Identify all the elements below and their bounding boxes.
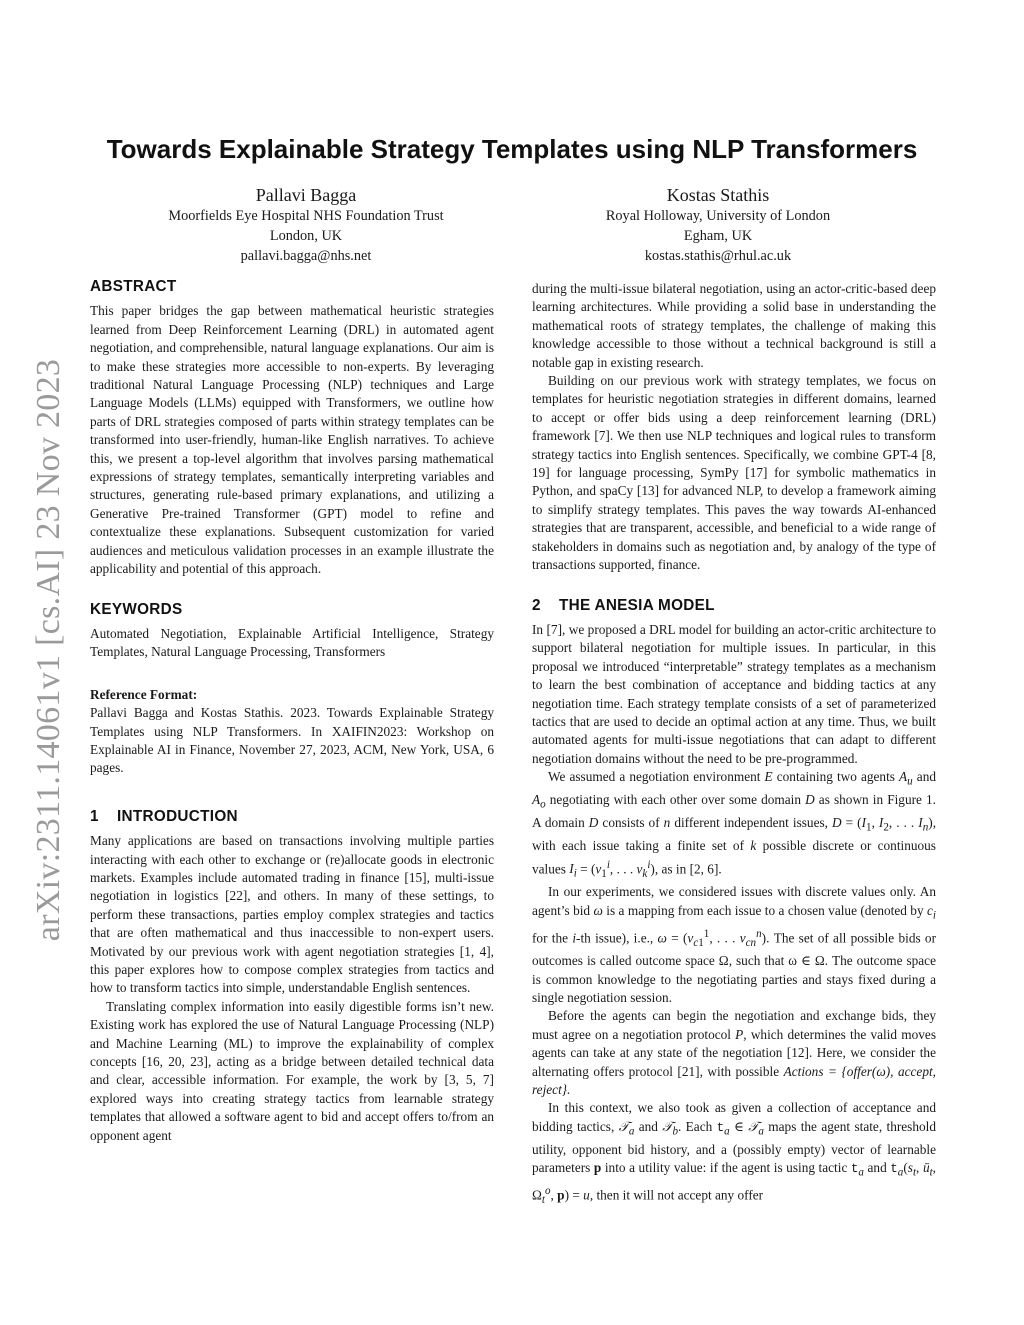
intro-paragraph: Translating complex information into easily digestible forms isn’t new. Existing work has explored the use of Natural Language Processing (NLP) and Machine Learning (ML) to improve the explainability of complex concepts [16, 20, 23], acting as a bridge between detailed technical data and clear, accessible information. For example, the work by [3, 5, 7] explored ways into creating strategy tactics from learnable strategy templates that allowed a software agent to bid and accept offers to/from an opponent agent: [90, 998, 494, 1143]
author-email[interactable]: kostas.stathis@rhul.ac.uk: [644, 248, 792, 264]
author-name: Kostas Stathis: [666, 185, 770, 205]
keywords-heading: KEYWORDS: [90, 600, 183, 618]
anesia-paragraph: Before the agents can begin the negotiation and exchange bids, they must agree on a negotiation protocol P, which determines the valid moves agents can take at any state of the negotiation [12]. Here, we consider the alternating offers protocol [21], with possible Actions = {offer(ω), accept, reject}.: [532, 1008, 936, 1098]
anesia-paragraph: We assumed a negotiation environment E containing two agents $A_u$ and $A_o$ negotiating with each other over some domain D as shown in Figure 1. A domain D consists of n different independent issues, $D = (I_1$, $I_2$, . . . $I_n$), with each issue taking a finite set of k possible discrete or continuous values $I_i = (v_1^i$, . . . $v_k^i$), as in [2, 6].: [532, 769, 937, 880]
author-location: Egham, UK: [683, 228, 753, 244]
arxiv-stamp: arXiv:2311.14061v1 [cs.AI] 23 Nov 2023: [30, 358, 67, 942]
author-block: [96, 184, 516, 266]
author-email[interactable]: pallavi.bagga@nhs.net: [240, 248, 372, 264]
abstract-heading: ABSTRACT: [90, 278, 177, 295]
reference-format-text: Pallavi Bagga and Kostas Stathis. 2023. Towards Explainable Strategy Templates using NLP Transformers. In XAIFIN2023: Workshop on Explainable AI in Finance, November 27, 2023, ACM, New York, USA, 6 pages.: [90, 705, 494, 776]
author-affiliation: Moorfields Eye Hospital NHS Foundation Trust: [168, 208, 444, 224]
keywords-text: Automated Negotiation, Explainable Artificial Intelligence, Strategy Templates, Natural Language Processing, Transformers: [90, 625, 494, 660]
anesia-paragraph: In this context, we also took as given a collection of acceptance and bidding tactics, 𝒯$_a$ and 𝒯$_b$. Each $t_a$ ∈ 𝒯$_a$ maps the agent state, threshold utility, opponent bid history, and a (possibly empty) vector of learnable parameters p into a utility value: if the agent is using tactic $t_a$ and $t_a(s_t$, $ū_t$, $\Omega_t^o$, p) = u, then it will not accept any offer: [532, 1100, 936, 1207]
section-heading-introduction: 1 INTRODUCTION: [90, 807, 238, 825]
reference-format-heading: Reference Format:: [90, 686, 198, 702]
anesia-paragraph: In our experiments, we considered issues with discrete values only. An agent’s bid ω is a mapping from each issue to a chosen value (denoted by $c_i$ for the i-th issue), i.e., $\omega = (v_{c1}^1$, . . . $v_{cn}^n$). The set of all possible bids or outcomes is called outcome space Ω, such that ω ∈ Ω. The outcome space is common knowledge to the negotiating parties and stays fixed during a single negotiation session.: [532, 884, 936, 1005]
author-name: Pallavi Bagga: [255, 185, 357, 205]
author-location: London, UK: [269, 228, 343, 244]
author-affiliation: Royal Holloway, University of London: [605, 208, 831, 224]
anesia-paragraph: In [7], we proposed a DRL model for building an actor-critic architecture to support bilateral negotiation for multiple issues. In particular, in this proposal we introduced “interpretable” strategy templates as a mechanism to learn the best combination of acceptance and bidding tactics at any negotiation time. Each strategy template consists of a set of parameterized tactics that are used to decide an optimal action at any time. Thus, we built automated agents for multi-issue negotiations that can adapt to different negotiation domains without the need to be pre-programmed.: [532, 621, 936, 766]
intro-paragraph: Many applications are based on transactions involving multiple parties interacting with each other to exchange or (re)allocate goods in electronic markets. Examples include automated trading in finance [15], multi-issue negotiation in logistics [22], and others. In many of these settings, to perform these transactions, parties employ complex strategies and tactics that are often mathematical and thus inaccessible to non-expert users. Motivated by our previous work with agent negotiation strategies [1, 4], this paper explores how to compose complex strategies from tactics and how to transform tactics into simple, understandable English sentences.: [90, 833, 494, 996]
intro-paragraph: Building on our previous work with strategy templates, we focus on templates for heuristic negotiation strategies in different domains, learned to accept or offer bids using a deep reinforcement learning (DRL) framework [7]. We then use NLP techniques and logical rules to transform strategy tactics into English sentences. Specifically, we combine GPT-4 [8, 19] for language processing, SymPy [17] for symbolic mathematics in Python, and spaCy [13] for advanced NLP, to develop a framework aiming to simplify strategy templates. This paves the way towards AI-enhanced strategies that are transparent, accessible, and beneficial to a wide range of stakeholders in domains such as negotiation and, by analogy of the type of transactions supported, finance.: [532, 373, 936, 573]
intro-paragraph-continued: during the multi-issue bilateral negotiation, using an actor-critic-based deep learning architectures. While providing a solid base in understanding the mathematical roots of strategy templates, the challenge of making this knowledge accessible to those without a technical background is still a notable gap in existing research.: [532, 281, 936, 370]
left-column: [90, 278, 494, 1145]
abstract-text: This paper bridges the gap between mathematical heuristic strategies learned from Deep Reinforcement Learning (DRL) in automated agent negotiation, and comprehensible, natural language explanations. Our aim is to make these strategies more accessible to non-experts. By leveraging traditional Natural Language Processing (NLP) techniques and Large Language Models (LLMs) equipped with Transformers, we outline how parts of DRL strategies composed of parts within strategy templates can be transformed into user-friendly, human-like English narratives. To achieve this, we present a top-level algorithm that involves parsing mathematical expressions of strategy templates, semantically interpreting variables and structures, generating rule-based primary explanations, and utilizing a Generative Pre-trained Transformer (GPT) model to refine and contextualize these explanations. Subsequent customization for varied audiences and meticulous validation processes in an example illustrate the applicability and potential of this approach.: [90, 303, 494, 577]
section-heading-anesia: 2 THE ANESIA MODEL: [532, 596, 715, 614]
right-column: [532, 280, 936, 1210]
author-block: [508, 184, 928, 266]
paper-title: Towards Explainable Strategy Templates using NLP Transformers: [106, 134, 918, 164]
